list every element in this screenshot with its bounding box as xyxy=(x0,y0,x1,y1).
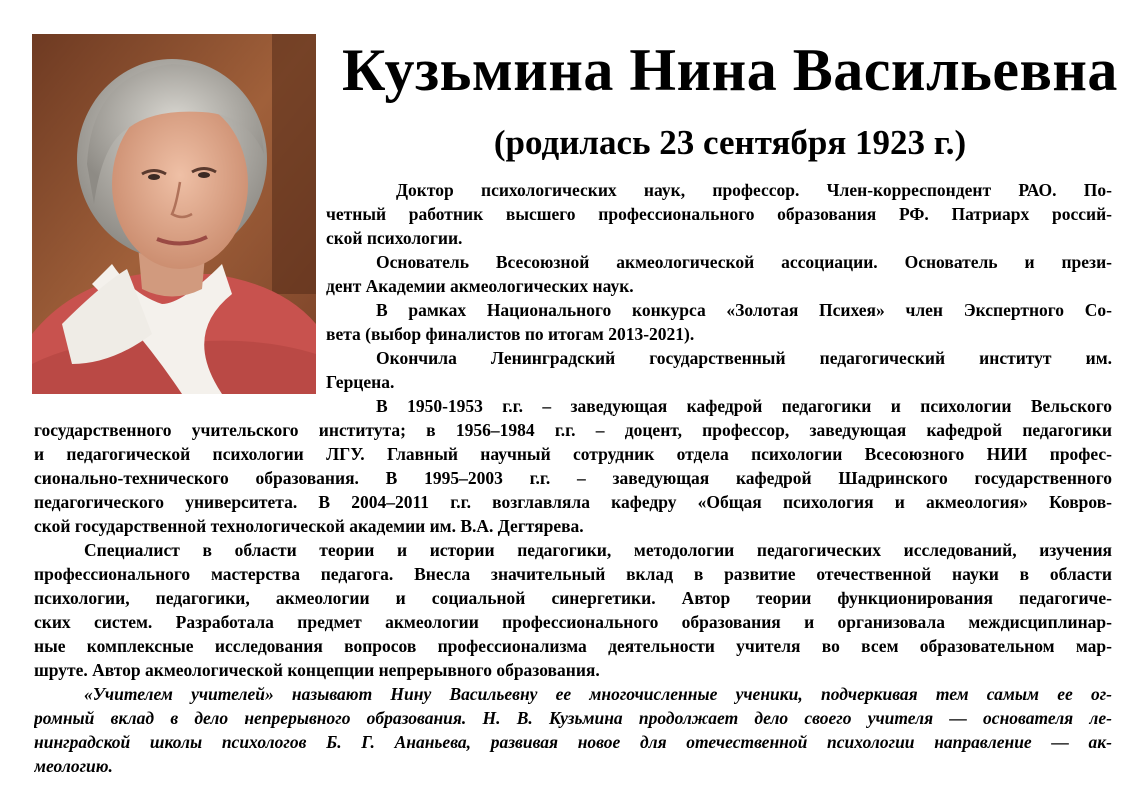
portrait-icon xyxy=(32,34,316,394)
text-line: вета (выбор финалистов по итогам 2013-2021). xyxy=(326,324,695,344)
text-line: Герцена. xyxy=(326,372,395,392)
text-line: ской государственной технологической академии им. В.А. Дегтярева. xyxy=(34,516,584,536)
text-line: ской психологии. xyxy=(326,228,463,248)
text-line: шруте. Автор акмеологической концепции непрерывного образования. xyxy=(34,660,600,680)
text-line: и педагогической психологии ЛГУ. Главный научный сотрудник отдела психологии Всесоюзного НИИ профес- xyxy=(34,444,1112,464)
text-line: четный работник высшего профессионального образования РФ. Патриарх россий- xyxy=(326,204,1112,224)
text-line: педагогического университета. В 2004–2011 г.г. возглавляла кафедру «Общая психология и акмеология» Ковров- xyxy=(34,492,1112,512)
text-line: ромный вклад в дело непрерывного образования. Н. В. Кузьмина продолжает дело своего учителя — основателя ле- xyxy=(34,708,1112,728)
text-line: нинградской школы психологов Б. Г. Ананьева, развивая новое для отечественной психологии направление — ак- xyxy=(34,732,1112,752)
text-line: меологию. xyxy=(34,756,113,776)
portrait-photo xyxy=(32,34,316,394)
text-line: дент Академии акмеологических наук. xyxy=(326,276,634,296)
birth-date: (родилась 23 сентября 1923 г.) xyxy=(493,123,967,162)
text-line: профессионального мастерства педагога. Внесла значительный вклад в развитие отечественной науки в области xyxy=(34,564,1112,584)
text-line: «Учителем учителей» называют Нину Васильевну ее многочисленные ученики, подчеркивая тем самым ее ог- xyxy=(84,684,1112,704)
text-line: психологии, педагогики, акмеологии и социальной синергетики. Автор теории функционирования педагогиче- xyxy=(34,588,1112,608)
text-line: Специалист в области теории и истории педагогики, методологии педагогических исследований, изучения xyxy=(84,540,1112,560)
text-line: Основатель Всесоюзной акмеологической ассоциации. Основатель и прези- xyxy=(376,252,1112,272)
text-line: Окончила Ленинградский государственный педагогический институт им. xyxy=(376,348,1112,368)
text-line: ные комплексные исследования вопросов профессионализма деятельности учителя во всем образовательном мар- xyxy=(34,636,1112,656)
text-line: государственного учительского института; в 1956–1984 г.г. – доцент, профессор, заведующая кафедрой педагогики xyxy=(34,420,1112,440)
person-name: Кузьмина Нина Васильевна xyxy=(342,37,1118,103)
text-line: В рамках Национального конкурса «Золотая Психея» член Экспертного Со- xyxy=(376,300,1112,320)
text-line: В 1950-1953 г.г. – заведующая кафедрой педагогики и психологии Вельского xyxy=(376,396,1112,416)
text-line: ских систем. Разработала предмет акмеологии профессионального образования и организовала междисциплинар- xyxy=(34,612,1112,632)
text-line: Доктор психологических наук, профессор. Член-корреспондент РАО. По- xyxy=(396,180,1112,200)
text-line: сионально-технического образования. В 1995–2003 г.г. – заведующая кафедрой Шадринского государственного xyxy=(34,468,1112,488)
